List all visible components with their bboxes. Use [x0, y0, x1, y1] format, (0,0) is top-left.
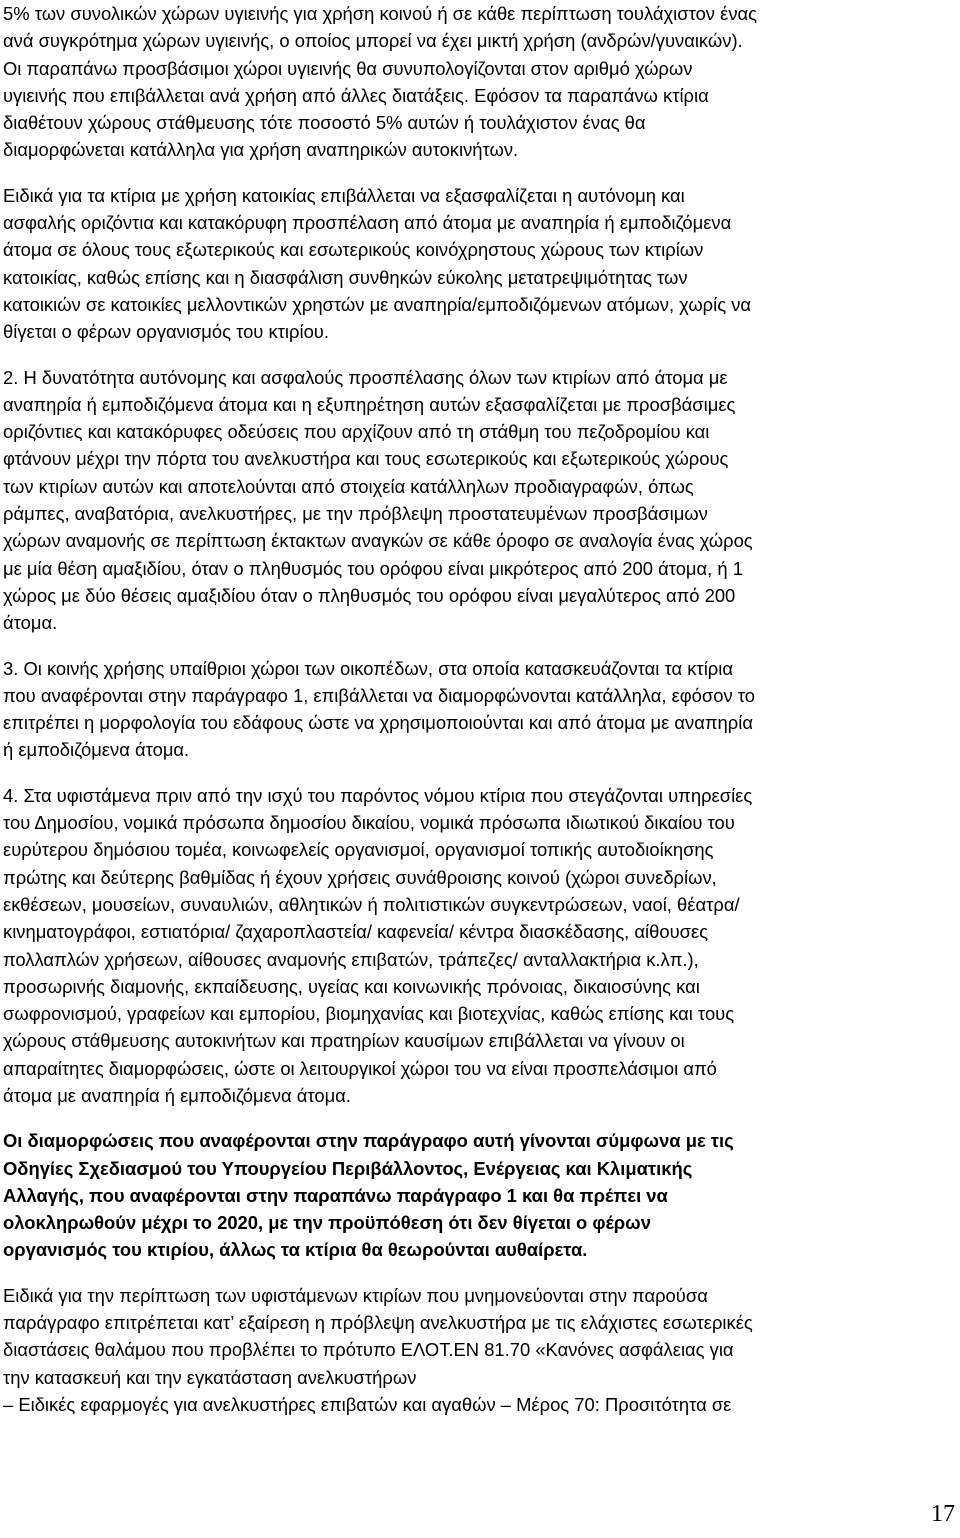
paragraph-3-outdoor-spaces: 3. Οι κοινής χρήσης υπαίθριοι χώροι των οικοπέδων, στα οποία κατασκευάζονται τα κτίρια που αναφέρονται στην παράγραφο 1, επιβάλλεται να διαμορφώνονται κατάλληλα, εφόσον το επιτρέπει η μορφολογία του εδάφους ώστε να χρησιμοποιούνται και από άτομα με αναπηρία ή εμποδιζόμενα άτομα.	[3, 657, 756, 761]
paragraph-4-existing-buildings: 4. Στα υφιστάμενα πριν από την ισχύ του παρόντος νόμου κτίρια που στεγάζονται υπηρεσίες του Δημοσίου, νομικά πρόσωπα δημοσίου δικαίου, νομικά πρόσωπα ιδιωτικού δικαίου του ευρύτερου δημόσιου τομέα, κοινωφελείς οργανισμοί, οργανισμοί τοπικής αυτοδιοίκησης πρώτης και δεύτερης βαθμίδας ή έχουν χρήσεις συνάθροισης κοινού (χώροι συνεδρίων, εκθέσεων, μουσείων, συναυλιών, αθλητικών ή πολιτιστικών συγκεντρώσεων, ναοί, θέατρα/ κινηματογράφοι, εστιατόρια/ ζαχαροπλαστεία/ καφενεία/ κέντρα διασκέδασης, αίθουσες πολλαπλών χρήσεων, αίθουσες αναμονής επιβατών, τράπεζες/ ανταλλακτήρια κ.λπ.), προσωρινής διαμονής, εκπαίδευσης, υγείας και κοινωνικής πρόνοιας, δικαιοσύνης και σωφρονισμού, γραφείων και εμπορίου, βιομηχανίας και βιοτεχνίας, καθώς επίσης και τους χώρους στάθμευσης αυτοκινήτων και πρατηρίων καυσίμων επιβάλλεται να γίνουν οι απαραίτητες διαμορφώσεις, ώστε οι λειτουργικοί χώροι του να είναι προσπελάσιμοι από άτομα με αναπηρία ή εμποδιζόμενα άτομα.	[3, 784, 753, 1106]
paragraph-sanitary-spaces: 5% των συνολικών χώρων υγιεινής για χρήση κοινού ή σε κάθε περίπτωση τουλάχιστον ένας ανά συγκρότημα χώρων υγιεινής, ο οποίος μπορεί να έχει μικτή χρήση (ανδρών/γυναικών). Οι παραπάνω προσβάσιμοι χώροι υγιεινής θα συνυπολογίζονται στον αριθμό χώρων υγιεινής που επιβάλλεται ανά χρήση από άλλες διατάξεις. Εφόσον τα παραπάνω κτίρια διαθέτουν χώρους στάθμευσης τότε ποσοστό 5% αυτών ή τουλάχιστον ένας θα διαμορφώνεται κατάλληλα για χρήση αναπηρικών αυτοκινήτων.	[3, 3, 758, 161]
paragraph-2-accessible-routes: 2. Η δυνατότητα αυτόνομης και ασφαλούς προσπέλασης όλων των κτιρίων από άτομα με αναπηρία ή εμποδιζόμενα άτομα και η εξυπηρέτηση αυτών εξασφαλίζεται με προσβάσιμες οριζόντιες και κατακόρυφες οδεύσεις που αρχίζουν από τη στάθμη του πεζοδρομίου και φτάνουν μέχρι την πόρτα του ανελκυστήρα και τους εσωτερικούς και εξωτερικούς χώρους των κτιρίων αυτών και αποτελούνται από στοιχεία κατάλληλων προδιαγραφών, όπως ράμπες, αναβατόρια, ανελκυστήρες, με την πρόβλεψη προστατευμένων προσβάσιμων χώρων αναμονής σε περίπτωση έκτακτων αναγκών σε κάθε όροφο σε αναλογία ένας χώρος με μία θέση αμαξιδίου, όταν ο πληθυσμός του ορόφου είναι μικρότερος από 200 άτομα, ή 1 χώρος με δύο θέσεις αμαξιδίου όταν ο πληθυσμός του ορόφου είναι μεγαλύτερος από 200 άτομα.	[3, 366, 753, 634]
page-number: 17	[931, 1501, 955, 1527]
document-page	[3, 0, 957, 1418]
paragraph-design-guidelines-bold: Οι διαμορφώσεις που αναφέρονται στην παράγραφο αυτή γίνονται σύμφωνα με τις Οδηγίες Σχεδιασμού του Υπουργείου Περιβάλλοντος, Ενέργειας και Κλιματικής Αλλαγής, που αναφέρονται στην παραπάνω παράγραφο 1 και θα πρέπει να ολοκληρωθούν μέχρι το 2020, με την προϋπόθεση ότι δεν θίγεται ο φέρων οργανισμός του κτιρίου, άλλως τα κτίρια θα θεωρούνται αυθαίρετα.	[3, 1130, 734, 1261]
paragraph-elevator-exception: Ειδικά για την περίπτωση των υφιστάμενων κτιρίων που μνημονεύονται στην παρούσα παράγραφο επιτρέπεται κατ’ εξαίρεση η πρόβλεψη ανελκυστήρα με τις ελάχιστες εσωτερικές διαστάσεις θαλάμου που προβλέπει το πρότυπο ΕΛΟΤ.ΕΝ 81.70 «Κανόνες ασφάλειας για την κατασκευή και την εγκατάσταση ανελκυστήρων – Ειδικές εφαρμογές για ανελκυστήρες επιβατών και αγαθών – Μέρος 70: Προσιτότητα σε	[3, 1284, 753, 1415]
paragraph-residential-buildings: Ειδικά για τα κτίρια με χρήση κατοικίας επιβάλλεται να εξασφαλίζεται η αυτόνομη και ασφαλής οριζόντια και κατακόρυφη προσπέλαση από άτομα με αναπηρία ή εμποδιζόμενα άτομα σε όλους τους εξωτερικούς και εσωτερικούς κοινόχρηστους χώρους των κτιρίων κατοικίας, καθώς επίσης και η διασφάλιση συνθηκών εύκολης μετατρεψιμότητας των κατοικιών σε κατοικίες μελλοντικών χρηστών με αναπηρία/εμποδιζόμενων ατόμων, χωρίς να θίγεται ο φέρων οργανισμός του κτιρίου.	[3, 184, 752, 343]
